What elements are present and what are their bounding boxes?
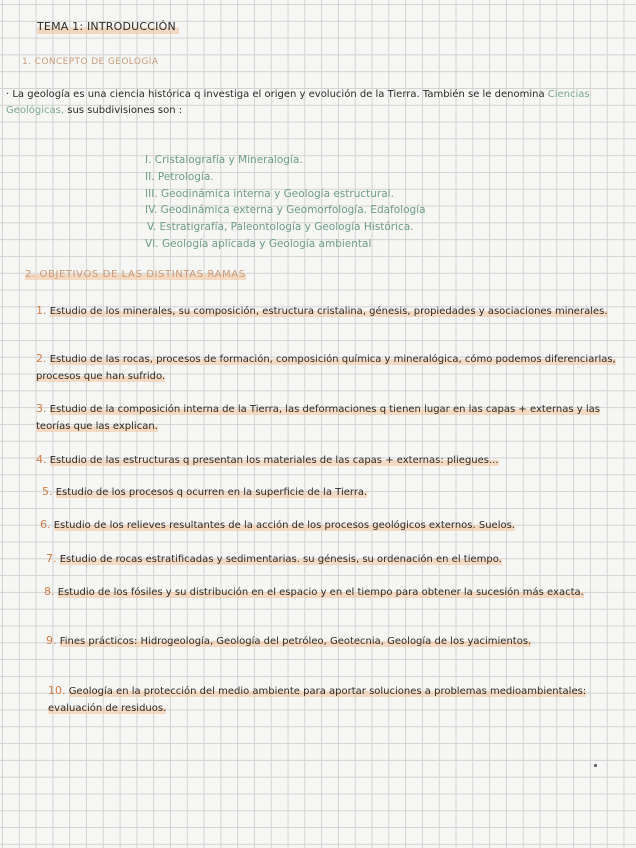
- objective-item: 9. Fines prácticos: Hidrogeología, Geología del petróleo, Geotecnia, Geología de los yacimientos.: [46, 634, 532, 647]
- objective-item: 1. Estudio de los minerales, su composición, estructura cristalina, génesis, propiedades y asociaciones minerales.: [36, 304, 608, 317]
- intro-highlight: Ciencias Geológicas,: [6, 89, 590, 116]
- list-item: III. Geodinámica interna y Geología estructural.: [145, 187, 394, 200]
- objective-item: 4. Estudio de las estructuras q presentan los materiales de las capas + externas: pliegues...: [36, 453, 499, 466]
- list-item: I. Cristalografía y Mineralogía.: [145, 154, 303, 166]
- objective-item: 8. Estudio de los fósiles y su distribución en el espacio y en el tiempo para obtener la sucesión más exacta.: [44, 585, 584, 598]
- objective-item: 10. Geología en la protección del medio ambiente para aportar soluciones a problemas medioambientales: evaluación de residuos.: [48, 684, 587, 714]
- section-heading-concepto: 1. CONCEPTO DE GEOLOGÍA: [22, 57, 159, 67]
- objective-item: 3. Estudio de la composición interna de la Tierra, las deformaciones q tienen lugar en las capas + externas y las teorías que las explican.: [36, 402, 600, 432]
- objective-item: 7. Estudio de rocas estratificadas y sedimentarias. su génesis, su ordenación en el tiempo.: [46, 552, 502, 565]
- list-item: IV. Geodinámica externa y Geomorfología. Edafología: [145, 204, 426, 217]
- intro-paragraph: · La geología es una ciencia histórica q investiga el origen y evolución de la Tierra. También se le denomina Ciencias Geológicas, sus subdivisiones son :: [6, 89, 590, 116]
- objective-item: 2. Estudio de las rocas, procesos de formación, composición química y mineralógica, cómo podemos diferenciarlas, procesos que han sufrido.: [36, 352, 616, 382]
- page-title: TEMA 1: INTRODUCCIÓN: [37, 20, 179, 33]
- section-heading-objetivos: 2. OBJETIVOS DE LAS DISTINTAS RAMAS: [25, 269, 246, 280]
- list-item: VI. Geología aplicada y Geología ambiental: [145, 237, 372, 250]
- ink-dot: [594, 764, 597, 767]
- objective-item: 5. Estudio de los procesos q ocurren en la superficie de la Tierra.: [42, 485, 368, 498]
- subdivisions-list: [145, 152, 426, 253]
- list-item: V. Estratigrafía, Paleontología y Geología Histórica.: [147, 221, 414, 234]
- objective-item: 6. Estudio de los relieves resultantes de la acción de los procesos geológicos externos. Suelos.: [40, 518, 515, 531]
- list-item: II. Petrología.: [145, 170, 214, 183]
